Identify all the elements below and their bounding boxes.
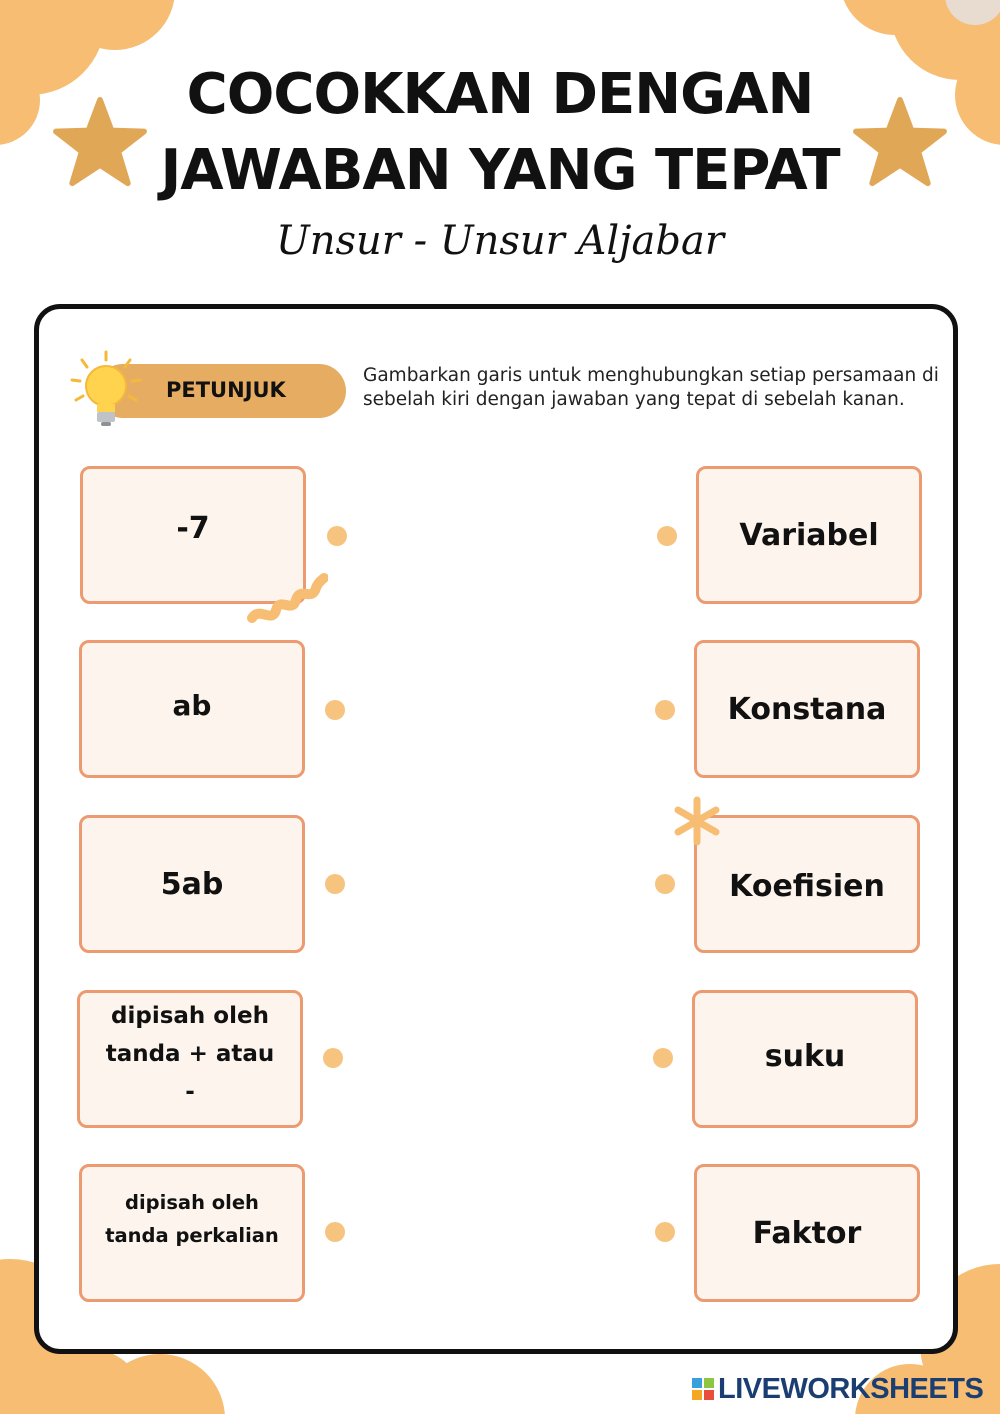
left-item-label: dipisah oleh tanda + atau - <box>105 1003 275 1105</box>
right-connector-dot[interactable] <box>657 526 677 546</box>
left-connector-dot[interactable] <box>327 526 347 546</box>
left-connector-dot[interactable] <box>325 700 345 720</box>
left-connector-dot[interactable] <box>325 1222 345 1242</box>
lightbulb-icon <box>68 350 144 430</box>
footer-brand: LIVEWORKSHEETS <box>718 1373 984 1405</box>
right-item-card[interactable] <box>694 1164 920 1302</box>
left-item-card[interactable] <box>79 1164 305 1302</box>
right-item-label: Konstana <box>727 691 887 727</box>
left-item-label: 5ab <box>160 866 224 902</box>
page-title-line-2: JAWABAN YANG TEPAT <box>160 138 840 203</box>
page-title-line-1: COCOKKAN DENGAN <box>186 62 814 127</box>
left-item-label: -7 <box>176 510 210 546</box>
instruction-text: Gambarkan garis untuk menghubungkan setiap persamaan di sebelah kiri dengan jawaban yang tepat di sebelah kanan. <box>363 365 939 410</box>
right-item-card[interactable] <box>694 815 920 953</box>
liveworksheets-logo-icon <box>692 1378 716 1402</box>
right-item-card[interactable] <box>692 990 918 1128</box>
left-item-label: dipisah oleh tanda perkalian <box>105 1191 279 1247</box>
left-connector-dot[interactable] <box>325 874 345 894</box>
asterisk-icon <box>672 796 722 846</box>
left-item-card[interactable] <box>77 990 303 1128</box>
right-connector-dot[interactable] <box>655 874 675 894</box>
right-connector-dot[interactable] <box>655 1222 675 1242</box>
right-item-card[interactable] <box>696 466 922 604</box>
right-item-label: Faktor <box>752 1215 862 1251</box>
left-connector-dot[interactable] <box>323 1048 343 1068</box>
page-subtitle: Unsur - Unsur Aljabar <box>276 218 724 264</box>
right-item-label: suku <box>764 1038 846 1074</box>
right-item-label: Variabel <box>739 517 879 553</box>
squiggle-icon <box>246 566 328 628</box>
left-item-card[interactable] <box>79 815 305 953</box>
right-item-card[interactable] <box>694 640 920 778</box>
right-item-label: Koefisien <box>729 868 885 904</box>
left-item-label: ab <box>172 688 212 722</box>
right-connector-dot[interactable] <box>653 1048 673 1068</box>
instruction-tag-label: PETUNJUK <box>166 378 286 402</box>
left-item-card[interactable] <box>79 640 305 778</box>
right-connector-dot[interactable] <box>655 700 675 720</box>
